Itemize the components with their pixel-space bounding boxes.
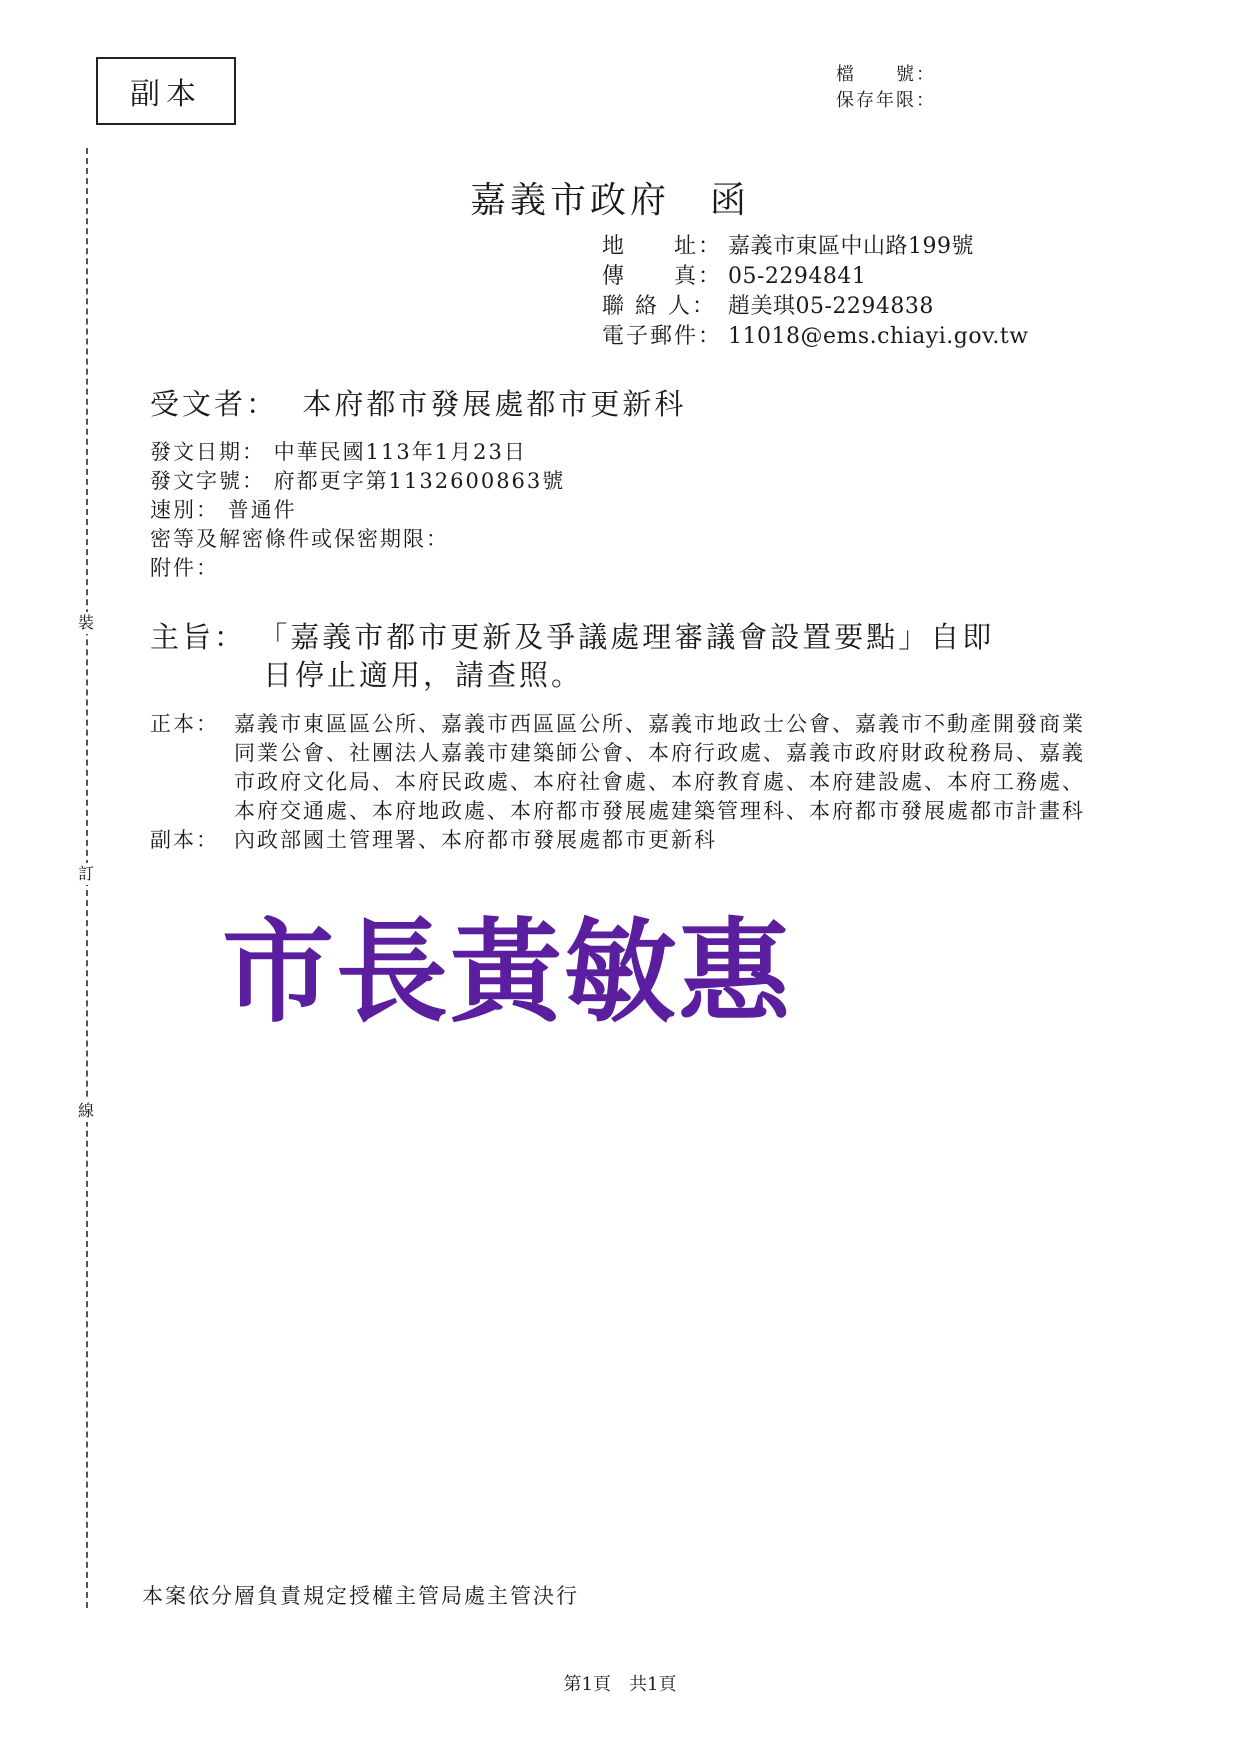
retention-label: 保存年限： [836,90,936,111]
recipient: 受文者： 本府都市發展處都市更新科 [150,387,687,421]
copy-list: 內政部國土管理署、本府都市發展處都市更新科 [234,828,717,852]
subject [150,618,1090,694]
issue-date: 發文日期： 中華民國113年1月23日 [150,440,527,464]
attachment: 附件： [150,556,219,580]
file-meta [836,62,936,114]
document-number: 發文字號： 府都更字第1132600863號 [150,469,566,493]
original-list: 嘉義市東區區公所、嘉義市西區區公所、嘉義市地政士公會、嘉義市不動產開發商業同業公會、社團法人嘉義市建築師公會、本府行政處、嘉義市政府財政稅務局、嘉義市政府文化局、本府民政處、本府社會處、本府教育處、本府建設處、本府工務處、本府交通處、本府地政處、本府都市發展處建築管理科、本府都市發展處都市計畫科 [234,712,1085,823]
distribution [150,710,1090,855]
email-value: 11018@ems.chiayi.gov.tw [728,324,1029,349]
confidentiality: 密等及解密條件或保密期限： [150,527,449,551]
file-number-label: 檔 號： [836,64,936,85]
address-row [602,232,1029,262]
subject-line-2: 日停止適用，請查照。 [263,658,584,692]
speed-class: 速別： 普通件 [150,498,297,522]
address-label: 地 址： [602,234,723,259]
binding-mark-ding: 訂 [74,863,98,885]
contact-person-value: 趙美琪05-2294838 [728,294,934,319]
original-label: 正本： [150,712,219,736]
fax-value: 05-2294841 [728,264,867,289]
contact-person-row [602,292,1029,322]
fax-label: 傳 真： [602,264,723,289]
copy-stamp: 副本 [96,57,236,125]
original-recipients [150,710,1090,826]
copy-recipients [150,826,1090,855]
contact-person-label: 聯 絡 人： [602,294,716,319]
fax-row [602,262,1029,292]
copy-label: 副本： [150,828,219,852]
page-number: 第1頁 共1頁 [563,1674,677,1695]
email-label: 電子郵件： [602,324,723,349]
binding-mark-zhuang: 裝 [74,612,98,634]
mayor-signature-seal: 市長黃敏惠 [222,907,792,1038]
authorization-note: 本案依分層負責規定授權主管局處主管決行 [142,1584,579,1608]
address-value: 嘉義市東區中山路199號 [728,234,974,259]
document-info [150,438,565,583]
contact-block [602,232,1029,352]
binding-mark-xian: 線 [74,1100,98,1122]
email-row [602,322,1029,352]
document-title: 嘉義市政府 函 [470,180,751,221]
subject-line-1: 主旨： 「嘉義市都市更新及爭議處理審議會設置要點」自即 [150,620,995,654]
